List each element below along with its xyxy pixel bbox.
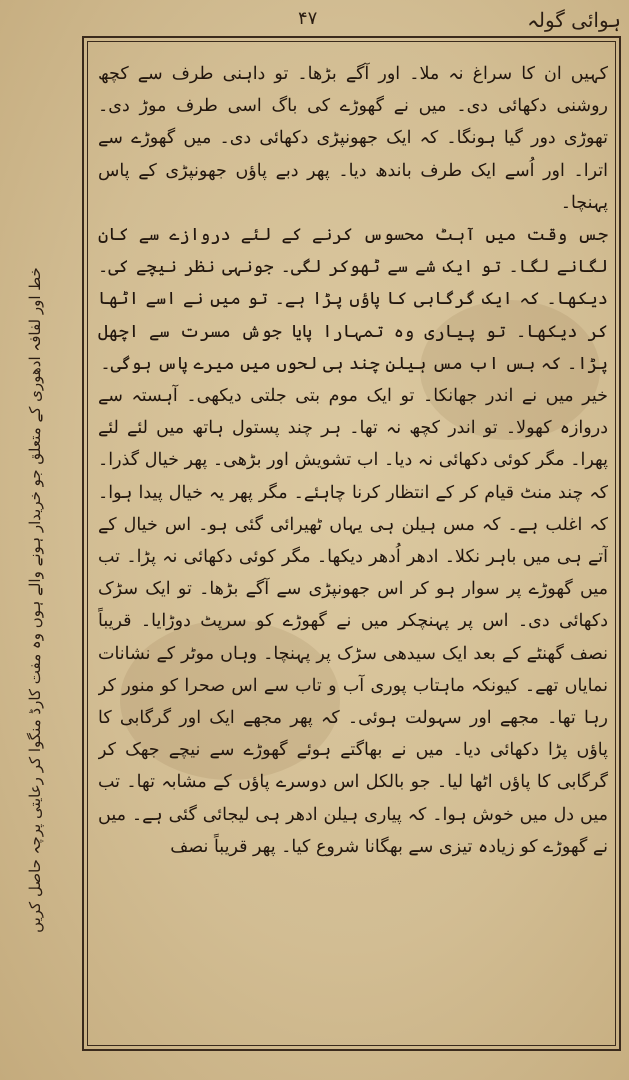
margin-note-text: خط اور لفافہ ادھوری کے متعلق جو خریدار ہونے والے ہوں وہ مفت کارڈ منگوا کر رعایتی پرچہ حاصل کریں [26,267,44,933]
page-number: ۴۷ [298,8,318,29]
running-title: ہوائی گولہ [527,8,621,32]
paragraph: کہیں ان کا سراغ نہ ملا۔ اور آگے بڑھا۔ تو داہنی طرف سے کچھ روشنی دکھائی دی۔ میں نے گھوڑے کی باگ اسی طرف موڑ دی۔ تھوڑی دور گیا ہونگا۔ کہ ایک جھونپڑی دکھائی دی۔ میں گھوڑے سے اترا۔ اور اُسے ایک طرف باندھ دیا۔ پھر دبے پاؤں جھونپڑی کے پاس پہنچا۔ [98,64,608,213]
paragraph: خیر میں نے اندر جھانکا۔ تو ایک موم بتی جلتی دیکھی۔ آہستہ سے دروازہ کھولا۔ تو اندر کچھ نہ تھا۔ ہر چند پستول ہاتھ میں لئے لئے پھرا۔ مگر کوئی دکھائی نہ دیا۔ اب تشویش اور بڑھی۔ پھر خیال گذرا۔ کہ چند منٹ قیام کر کے انتظار کرنا چاہئے۔ مگر پھر یہ خیال پیدا ہوا۔ کہ اغلب ہے۔ کہ مس ہیلن ہی یہاں ٹھیرائی گئی ہو۔ اس خیال کے آتے ہی میں باہر نکلا۔ ادھر اُدھر دیکھا۔ مگر کوئی دکھائی نہ پڑا۔ تب میں گھوڑے پر سوار ہو کر اس جھونپڑی سے آگے بڑھا۔ تو ایک سڑک دکھائی دی۔ اس پر پہنچکر میں نے گھوڑے کو سرپٹ دوڑایا۔ قریباً نصف گھنٹے کے بعد ایک سیدھی سڑک پر پہنچا۔ وہاں موٹر کے نشانات نمایاں تھے۔ کیونکہ ماہتاب پوری آب و تاب سے اس صحرا کو منور کر رہا تھا۔ مجھے اور سہولت ہوئی۔ کہ پھر مجھے ایک اور گرگابی کا پاؤں پڑا دکھائی دیا۔ میں نے بھاگتے ہوئے گھوڑے سے نیچے جھک کر گرگابی کا پاؤں اٹھا لیا۔ جو بالکل اس دوسرے پاؤں کے مشابہ تھا۔ تب میں دل میں خوش ہوا۔ کہ پیاری ہیلن ادھر ہی لیجائی گئی ہے۔ میں نے گھوڑے کو زیادہ تیزی سے بھگانا شروع کیا۔ پھر قریباً نصف [98,386,608,857]
paragraph: جس وقت میں آہٹ محسوس کرنے کے لئے دروازے سے کان لگانے لگا۔ تو ایک شے سے ٹھوکر لگی۔ جونہی نظر نیچے کی۔ دیکھا۔ کہ ایک گرگابی کا پاؤں پڑا ہے۔ تو میں نے اسے اٹھا کر دیکھا۔ تو پیاری وہ تمہارا پایا جوش مسرت سے اچھل پڑا۔ کہ بس اب مس ہیلن چند ہی لحوں میں میرے پاس ہوگی۔ [98,225,608,374]
margin-note [6,165,64,1035]
body-text [98,58,608,1038]
